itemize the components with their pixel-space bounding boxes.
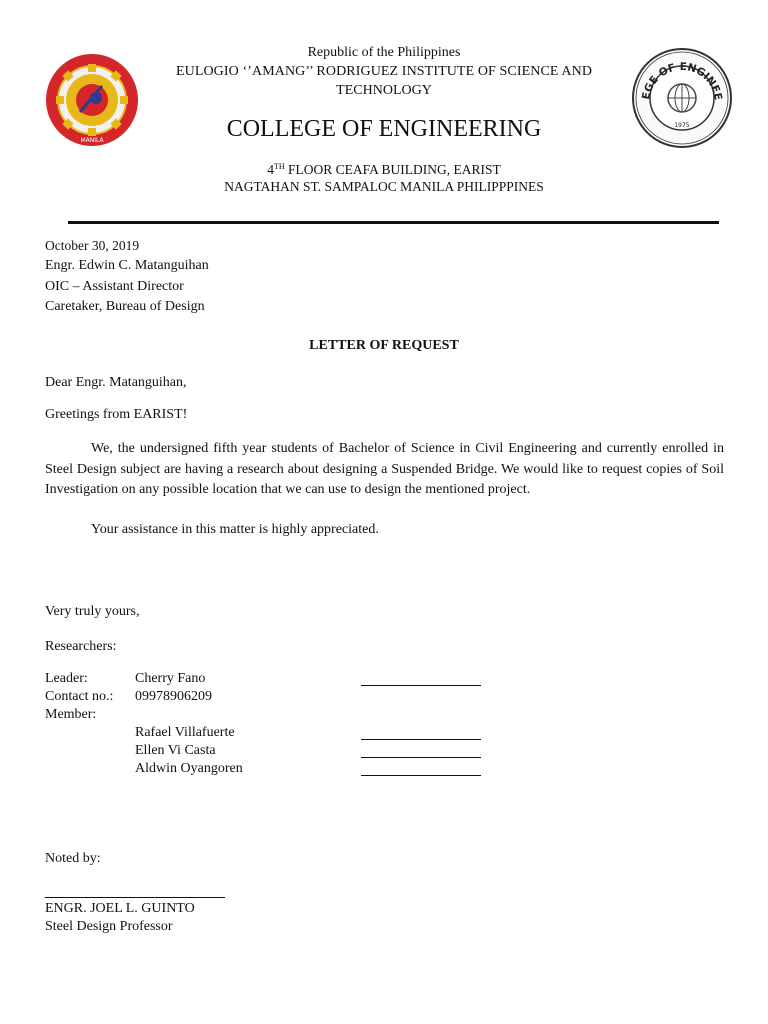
leader-label: Leader: [45, 671, 88, 686]
researchers-label: Researchers: [45, 639, 117, 654]
contact-label: Contact no.: [45, 689, 114, 704]
leader-name: Cherry Fano [135, 671, 206, 686]
address-line1: 4TH FLOOR CEAFA BUILDING, EARIST [267, 162, 501, 177]
letter-date: October 30, 2019 [45, 238, 140, 253]
leader-signature-line [361, 685, 481, 686]
member-signature-line [361, 775, 481, 776]
professor-name: ENGR. JOEL L. GUINTO [45, 901, 195, 916]
member-name: Aldwin Oyangoren [135, 761, 243, 776]
noted-signature-line [45, 897, 225, 898]
contact-number: 09978906209 [135, 689, 212, 704]
closing: Very truly yours, [45, 604, 140, 619]
recipient-office: Caretaker, Bureau of Design [45, 299, 205, 314]
member-name: Rafael Villafuerte [135, 725, 235, 740]
recipient-name: Engr. Edwin C. Matanguihan [45, 258, 209, 273]
member-label: Member: [45, 707, 97, 722]
member-name: Ellen Vi Casta [135, 743, 216, 758]
greeting: Greetings from EARIST! [45, 407, 188, 422]
institute-name-line1: EULOGIO ‘’AMANG’’ RODRIGUEZ INSTITUTE OF SCIENCE AND [175, 64, 593, 79]
member-signature-line [361, 757, 481, 758]
letter-title: LETTER OF REQUEST [309, 338, 459, 353]
recipient-position: OIC – Assistant Director [45, 279, 184, 294]
salutation: Dear Engr. Matanguihan, [45, 375, 187, 390]
body-paragraph-1: We, the undersigned fifth year students of Bachelor of Science in Civil Engineering and currently enrolled in Steel Design subject are having a research about designing a Suspended Bridge. We would like to request copies of Soil Investigation on any possible location that we can use to design the mentioned project. [45, 441, 724, 497]
address-line2: NAGTAHAN ST. SAMPALOC MANILA PHILIPPPINES [224, 179, 544, 194]
republic-heading: Republic of the Philippines [307, 45, 461, 60]
svg-text:MANILA: MANILA [80, 137, 104, 144]
seal-year: 1975 [674, 122, 690, 129]
header-divider [68, 221, 719, 224]
member-signature-line [361, 739, 481, 740]
college-title: COLLEGE OF ENGINEERING [226, 116, 542, 142]
institute-name-line2: TECHNOLOGY [336, 83, 432, 98]
professor-title: Steel Design Professor [45, 919, 173, 934]
body-paragraph-2: Your assistance in this matter is highly appreciated. [91, 522, 379, 537]
seal-college-text: EGE OF ENGINEE [640, 60, 724, 102]
noted-by-label: Noted by: [45, 851, 101, 866]
